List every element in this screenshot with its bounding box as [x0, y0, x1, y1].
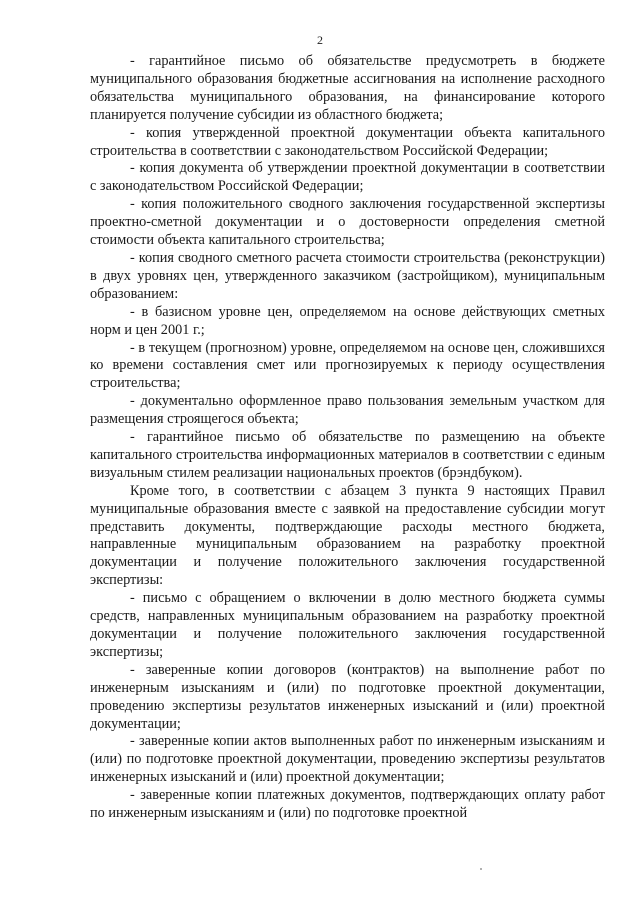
paragraph-payment-document-copies: - заверенные копии платежных документов, подтверждающих оплату работ по инженерным изысканиям и (или) по подготовке проектной	[90, 787, 605, 822]
paragraph-inclusion-request-letter: - письмо с обращением о включении в долю местного бюджета суммы средств, направленных муниципальным образованием на разработку проектной документации и получение положительного заключения государственной экспертизы;	[90, 590, 605, 660]
scan-speck	[480, 868, 482, 870]
paragraph-contract-copies: - заверенные копии договоров (контрактов) на выполнение работ по инженерным изысканиям и (или) по подготовке проектной документации, проведению экспертизы результатов инженерных изысканий и (или) проектной документации;	[90, 661, 605, 732]
paragraph-summary-estimate: - копия сводного сметного расчета стоимости строительства (реконструкции) в двух уровнях цен, утвержденного заказчиком (застройщиком), муниципальным образованием:	[90, 249, 605, 302]
paragraph-base-price-level: - в базисном уровне цен, определяемом на основе действующих сметных норм и цен 2001 г.;	[90, 303, 605, 338]
paragraph-approved-project-docs: - копия утвержденной проектной документации объекта капитального строительства в соответствии с законодательством Российской Федерации;	[90, 124, 605, 159]
paragraph-additional-documents: Кроме того, в соответствии с абзацем 3 пункта 9 настоящих Правил муниципальные образования вместе с заявкой на предоставление субсидии могут представить документы, подтверждающие расходы местного бюджета, направленные муниципальным образованием на разработку проектной документации и получение положительного заключения государственной экспертизы:	[90, 482, 605, 589]
document-body	[90, 53, 605, 823]
paragraph-acceptance-act-copies: - заверенные копии актов выполненных работ по инженерным изысканиям и (или) по подготовке проектной документации, проведению экспертизы результатов инженерных изысканий и (или) проектной документации;	[90, 733, 605, 786]
paragraph-state-expertise-conclusion: - копия положительного сводного заключения государственной экспертизы проектно-сметной документации и о достоверности определения сметной стоимости объекта капитального строительства;	[90, 196, 605, 249]
paragraph-approval-document: - копия документа об утверждении проектной документации в соответствии с законодательством Российской Федерации;	[90, 160, 605, 195]
paragraph-current-price-level: - в текущем (прогнозном) уровне, определяемом на основе цен, сложившихся ко времени составления смет или прогнозируемых к периоду осуществления строительства;	[90, 339, 605, 392]
paragraph-brandbook-guarantee: - гарантийное письмо об обязательстве по размещению на объекте капитального строительства информационных материалов в соответствии с единым визуальным стилем реализации национальных проектов (брэндбуком).	[90, 429, 605, 481]
paragraph-guarantee-letter-budget: - гарантийное письмо об обязательстве предусмотреть в бюджете муниципального образования бюджетные ассигнования на исполнение расходного обязательства муниципального образования, на финансирование которого планируется получение субсидии из областного бюджета;	[90, 53, 605, 123]
page-number: 2	[317, 33, 323, 47]
paragraph-land-use-right: - документально оформленное право пользования земельным участком для размещения строящегося объекта;	[90, 393, 605, 428]
